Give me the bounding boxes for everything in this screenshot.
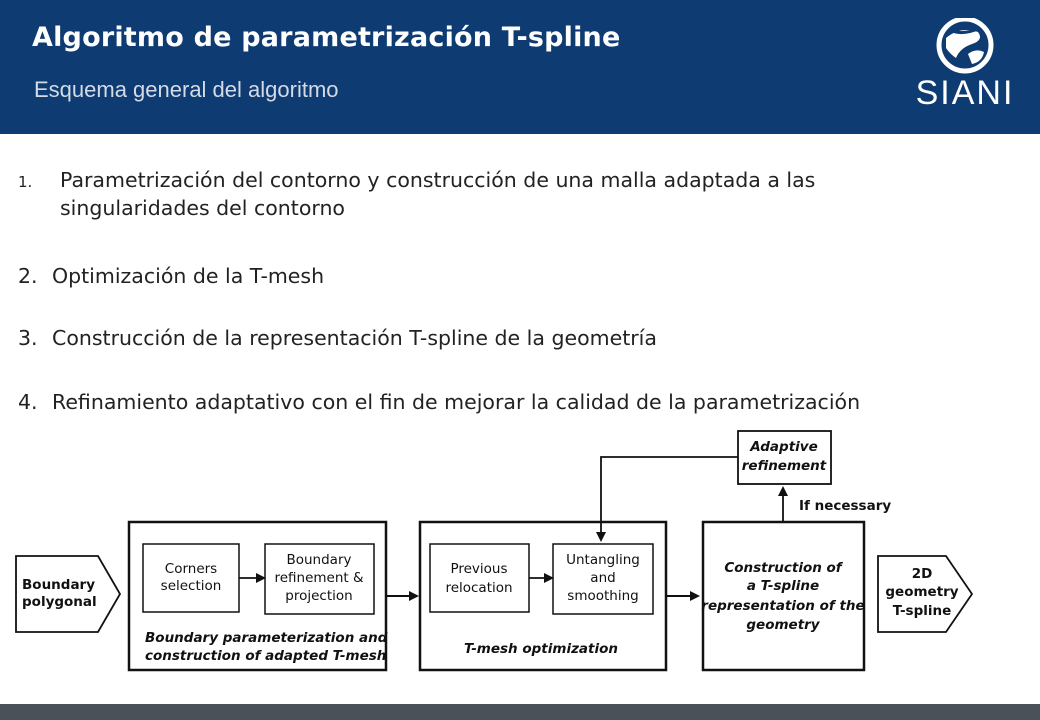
step-number: 4. [18,390,38,414]
step-text: Optimización de la T-mesh [52,264,325,288]
slide-header [0,0,1040,134]
boundary-refinement-label: Boundary [286,552,352,568]
stage-1-caption: construction of adapted T-mesh [145,648,387,664]
stage-3-label: a T-spline [746,578,820,594]
siani-globe-icon [910,18,1020,78]
input-label-line1: Boundary [22,577,96,593]
boundary-refinement-label: refinement & [274,570,364,586]
step-text: Construcción de la representación T-spline de la geometría [52,326,657,350]
step-number: 3. [18,326,38,350]
step-2 [18,264,324,288]
untangling-label: and [590,570,616,586]
step-number: 1. [18,173,33,191]
previous-relocation-label: Previous [450,561,508,577]
stage-1-caption: Boundary parameterization and [145,630,388,646]
slide-subtitle: Esquema general del algoritmo [34,77,339,102]
untangling-label: Untangling [566,552,640,568]
adaptive-refinement-label: Adaptive [750,439,818,455]
boundary-refinement-label: projection [285,588,353,604]
previous-relocation-label: relocation [445,580,513,596]
step-text: Parametrización del contorno y construcción de una malla adaptada a las [60,168,816,192]
step-4 [18,390,860,414]
slide-footer-bar [0,704,1040,720]
stage-3-label: representation of the [701,598,865,614]
stage-3-label: geometry [746,617,820,633]
algorithm-flow-diagram [0,420,1040,704]
output-label: 2D [911,566,933,582]
input-label-line2: polygonal [22,594,97,610]
previous-relocation-box [430,544,529,612]
logo-text: SIANI [915,74,1015,112]
corners-selection-label: Corners [164,561,218,577]
condition-label: If necessary [799,498,892,514]
output-label: geometry [885,584,959,600]
corners-selection-label: selection [160,578,222,594]
step-text: Refinamiento adaptativo con el fin de mejorar la calidad de la parametrización [52,390,861,414]
output-label: T-spline [892,603,952,619]
adaptive-refinement-label: refinement [741,458,827,474]
untangling-label: smoothing [567,588,639,604]
step-3 [18,326,657,350]
stage-3-box [703,522,864,670]
slide-title: Algoritmo de parametrización T-spline [32,22,621,53]
step-text-continued: singularidades del contorno [60,196,345,220]
stage-2-caption: T-mesh optimization [463,641,619,657]
stage-3-label: Construction of [724,560,842,576]
siani-logo [910,18,1020,110]
step-number: 2. [18,264,38,288]
step-1 [18,168,815,220]
